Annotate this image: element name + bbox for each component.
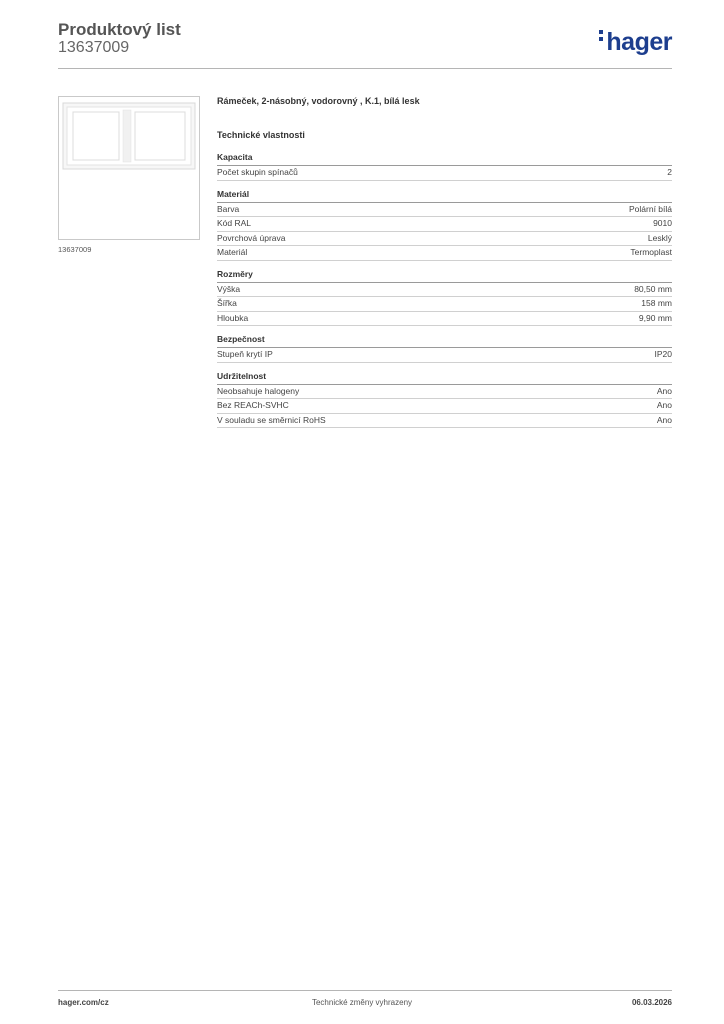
- spec-value: Ano: [656, 400, 672, 410]
- spec-row: [217, 312, 672, 327]
- spec-row: [217, 246, 672, 261]
- spec-value: 2: [667, 167, 672, 177]
- spec-row: [217, 348, 672, 363]
- spec-value: Termoplast: [630, 247, 672, 257]
- spec-value: 9010: [653, 218, 672, 228]
- spec-section: [217, 152, 672, 181]
- technical-properties-title: Technické vlastnosti: [217, 130, 305, 140]
- spec-section: [217, 269, 672, 327]
- spec-value: 9,90 mm: [638, 312, 672, 323]
- spec-value: Ano: [656, 414, 672, 425]
- spec-section-title: Udržitelnost: [217, 371, 672, 385]
- brand-logo: [599, 28, 672, 57]
- spec-label: Kód RAL: [217, 218, 252, 228]
- spec-row: [217, 232, 672, 247]
- spec-label: Povrchová úprava: [217, 232, 286, 243]
- spec-value: 158 mm: [641, 298, 672, 308]
- page-title: Produktový list: [58, 20, 181, 39]
- spec-section-title: Kapacita: [217, 152, 672, 166]
- spec-label: Barva: [217, 203, 240, 214]
- spec-label: Šířka: [217, 298, 237, 308]
- spec-row: [217, 203, 672, 218]
- spec-value: Lesklý: [647, 232, 672, 243]
- footer-date: 06.03.2026: [631, 998, 672, 1007]
- spec-label: Bez REACh-SVHC: [217, 400, 289, 410]
- spec-row: [217, 283, 672, 298]
- spec-row: [217, 385, 672, 400]
- spec-value: Polární bílá: [629, 203, 672, 214]
- spec-value: Ano: [656, 385, 672, 396]
- spec-section-title: Bezpečnost: [217, 334, 672, 348]
- footer-note: Technické změny vyhrazeny: [311, 998, 413, 1007]
- spec-row: [217, 399, 672, 414]
- spec-row: [217, 414, 672, 429]
- spec-row: [217, 297, 672, 312]
- spec-section: [217, 371, 672, 429]
- product-details: [217, 96, 672, 428]
- frame-illustration-icon: [59, 97, 199, 239]
- spec-label: V souladu se směrnicí RoHS: [217, 414, 326, 425]
- spec-row: [217, 217, 672, 232]
- spec-label: Výška: [217, 283, 241, 294]
- spec-label: Neobsahuje halogeny: [217, 385, 300, 396]
- logo-dots-icon: [599, 30, 603, 44]
- product-name: Rámeček, 2-násobný, vodorovný , K.1, bílá lesk: [217, 96, 420, 106]
- footer-website: hager.com/cz: [58, 998, 109, 1007]
- spec-label: Počet skupin spínačů: [217, 167, 298, 177]
- spec-section: [217, 334, 672, 363]
- spec-value: 80,50 mm: [634, 283, 672, 294]
- product-code: 13637009: [58, 39, 130, 56]
- footer-divider: [58, 990, 672, 991]
- product-image: [58, 96, 200, 240]
- spec-sections: [217, 152, 672, 428]
- spec-section-title: Materiál: [217, 189, 672, 203]
- spec-label: Stupeň krytí IP: [217, 349, 273, 359]
- spec-section: [217, 189, 672, 261]
- header-divider: [58, 68, 672, 69]
- image-caption: 13637009: [58, 245, 92, 254]
- spec-row: [217, 166, 672, 181]
- spec-label: Hloubka: [217, 312, 249, 323]
- spec-section-title: Rozměry: [217, 269, 672, 283]
- spec-label: Materiál: [217, 247, 248, 257]
- logo-text: hager: [606, 28, 672, 56]
- spec-value: IP20: [654, 349, 672, 359]
